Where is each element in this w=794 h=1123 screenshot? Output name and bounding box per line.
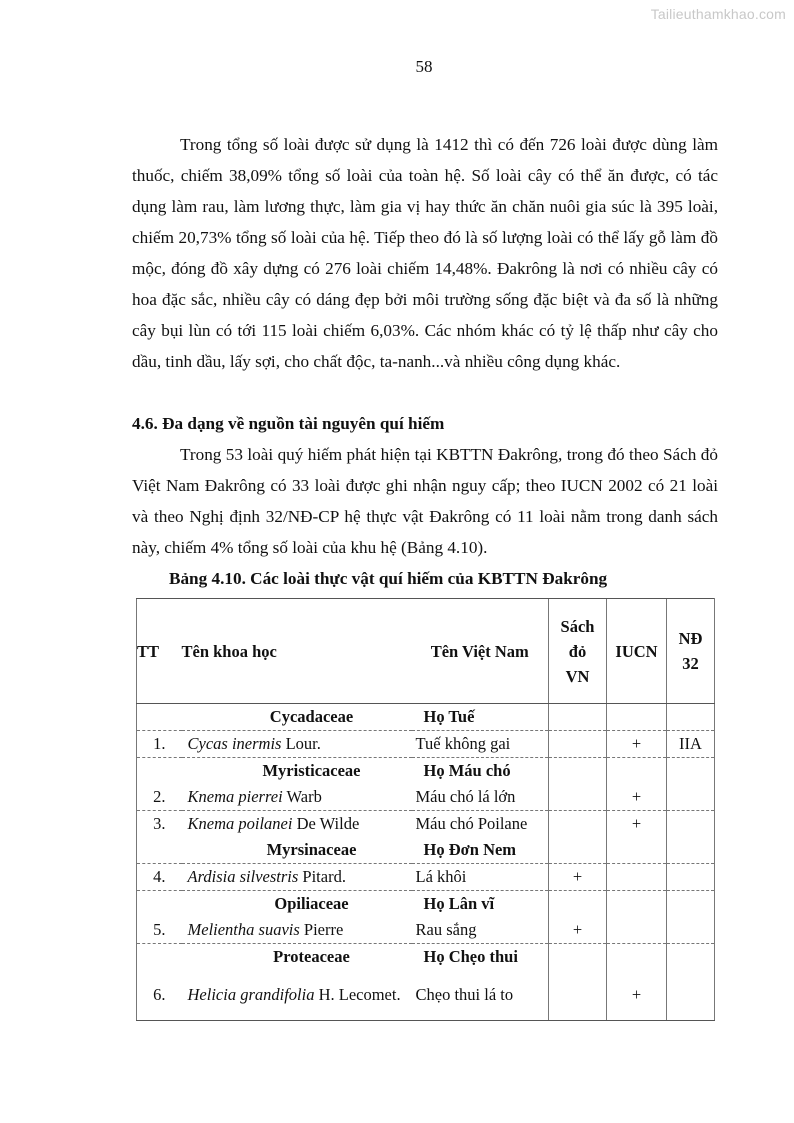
paragraph-usage: Trong tổng số loài được sử dụng là 1412 thì có đến 726 loài được dùng làm thuốc, chiếm 38,09% tổng số loài của toàn hệ. Số loài cây có thể ăn được, có tác dụng làm rau, làm lương thực, làm gia vị hay thức ăn chăn nuôi gia súc là 395 loài, chiếm 20,73% tổng số loài của hệ. Tiếp theo đó là số lượng loài có thể lấy gỗ làm đồ mộc, đóng đồ xây dựng có 276 loài chiếm 14,48%. Đakrông là nơi có nhiều cây có hoa đặc sắc, nhiều cây có dáng đẹp bởi môi trường sống đặc biệt và đa số là những cây bụi lùn có tới 115 loài chiếm 6,03%. Các nhóm khác có tỷ lệ thấp như cây cho dầu, tinh dầu, lấy sợi, cho chất độc, ta-nanh...và nhiều công dụng khác. bbox=[132, 135, 718, 371]
species-author: Lour. bbox=[281, 734, 321, 753]
species-vietnamese: Máu chó lá lớn bbox=[415, 787, 516, 806]
header-red-book bbox=[549, 599, 607, 704]
species-row bbox=[137, 731, 715, 758]
species-row bbox=[137, 784, 715, 811]
species-vietnamese: Chẹo thui lá to bbox=[412, 970, 549, 1021]
header-vietnamese-name: Tên Việt Nam bbox=[412, 599, 549, 704]
species-vietnamese: Tuế không gai bbox=[412, 731, 549, 758]
species-binomial: Knema pierrei bbox=[187, 787, 283, 806]
table-header-row bbox=[137, 599, 715, 704]
species-number: 4. bbox=[137, 864, 182, 891]
iucn-mark: + bbox=[607, 970, 667, 1021]
red-book-mark bbox=[549, 731, 607, 758]
species-row bbox=[137, 864, 715, 891]
page-number: 58 bbox=[415, 57, 433, 76]
species-binomial: Helicia grandifolia bbox=[187, 985, 315, 1004]
header-nd32 bbox=[667, 599, 715, 704]
species-scientific bbox=[182, 811, 412, 838]
red-book-mark bbox=[549, 811, 607, 838]
species-number: 5. bbox=[137, 917, 182, 944]
species-row bbox=[137, 917, 715, 944]
header-nd32-line1: NĐ bbox=[678, 629, 703, 648]
nd32-mark bbox=[667, 864, 715, 891]
species-scientific bbox=[182, 864, 412, 891]
species-row bbox=[137, 970, 715, 1021]
species-number: 1. bbox=[137, 731, 182, 758]
species-author: Pitard. bbox=[298, 867, 346, 886]
header-iucn: IUCN bbox=[607, 599, 667, 704]
family-vietnamese: Họ Máu chó bbox=[412, 758, 549, 785]
family-row bbox=[137, 944, 715, 971]
header-red-book-line2: đỏ bbox=[568, 641, 587, 661]
species-author: De Wilde bbox=[292, 814, 360, 833]
species-binomial: Cycas inermis bbox=[187, 734, 282, 753]
species-scientific bbox=[182, 731, 412, 758]
species-author: Pierre bbox=[299, 920, 344, 939]
species-scientific bbox=[182, 917, 412, 944]
nd32-mark bbox=[667, 811, 715, 838]
species-number: 3. bbox=[137, 811, 182, 838]
family-row bbox=[137, 837, 715, 864]
family-row bbox=[137, 704, 715, 731]
family-vietnamese: Họ Đơn Nem bbox=[423, 840, 517, 859]
iucn-mark: + bbox=[607, 784, 667, 811]
species-vietnamese: Máu chó Poilane bbox=[412, 811, 549, 838]
iucn-mark: + bbox=[607, 731, 667, 758]
species-binomial: Knema poilanei bbox=[187, 814, 293, 833]
table-caption: Bảng 4.10. Các loài thực vật quí hiếm của KBTTN Đakrông bbox=[169, 569, 608, 588]
header-tt: TT bbox=[137, 599, 182, 704]
iucn-mark: + bbox=[607, 811, 667, 838]
nd32-mark: IIA bbox=[667, 731, 715, 758]
species-number: 2. bbox=[137, 784, 182, 811]
species-row bbox=[137, 811, 715, 838]
family-scientific: Myrsinaceae bbox=[266, 840, 357, 859]
family-vietnamese: Họ Lân vĩ bbox=[412, 891, 549, 918]
species-scientific bbox=[182, 970, 412, 1021]
family-vietnamese: Họ Chẹo thui bbox=[412, 944, 549, 971]
section-heading: 4.6. Đa dạng về nguồn tài nguyên quí hiếm bbox=[132, 414, 445, 433]
iucn-mark bbox=[607, 917, 667, 944]
paragraph-rare-resources: Trong 53 loài quý hiếm phát hiện tại KBTTN Đakrông, trong đó theo Sách đỏ Việt Nam Đakrông có 33 loài được ghi nhận nguy cấp; theo IUCN 2002 có 21 loài và theo Nghị định 32/NĐ-CP hệ thực vật Đakrông có 11 loài nằm trong danh sách này, chiếm 4% tổng số loài của khu hệ (Bảng 4.10). bbox=[132, 445, 718, 557]
nd32-mark bbox=[667, 917, 715, 944]
species-binomial: Ardisia silvestris bbox=[187, 867, 299, 886]
species-author: Warb bbox=[282, 787, 322, 806]
red-book-mark: + bbox=[549, 917, 607, 944]
family-scientific: Myristicaceae bbox=[182, 758, 412, 785]
family-scientific: Opiliaceae bbox=[182, 891, 412, 918]
family-scientific: Proteaceae bbox=[182, 944, 412, 971]
species-scientific bbox=[182, 784, 412, 811]
family-vietnamese: Họ Tuế bbox=[423, 707, 475, 726]
red-book-mark: + bbox=[549, 864, 607, 891]
header-nd32-line2: 32 bbox=[682, 654, 699, 673]
header-red-book-line3: VN bbox=[565, 666, 590, 686]
family-scientific: Cycadaceae bbox=[269, 707, 354, 726]
species-vietnamese: Rau sắng bbox=[415, 920, 477, 939]
species-author: H. Lecomet. bbox=[314, 985, 401, 1004]
family-row bbox=[137, 758, 715, 785]
watermark: Tailieuthamkhao.com bbox=[650, 6, 786, 22]
red-book-mark bbox=[549, 784, 607, 811]
header-scientific-name: Tên khoa học bbox=[182, 599, 412, 704]
nd32-mark bbox=[667, 784, 715, 811]
species-binomial: Melientha suavis bbox=[187, 920, 300, 939]
header-red-book-line1: Sách bbox=[560, 616, 595, 636]
iucn-mark bbox=[607, 864, 667, 891]
species-vietnamese: Lá khôi bbox=[412, 864, 549, 891]
rare-species-table bbox=[136, 598, 715, 1021]
family-row bbox=[137, 891, 715, 918]
red-book-mark bbox=[549, 970, 607, 1021]
species-number: 6. bbox=[137, 970, 182, 1021]
nd32-mark bbox=[667, 970, 715, 1021]
